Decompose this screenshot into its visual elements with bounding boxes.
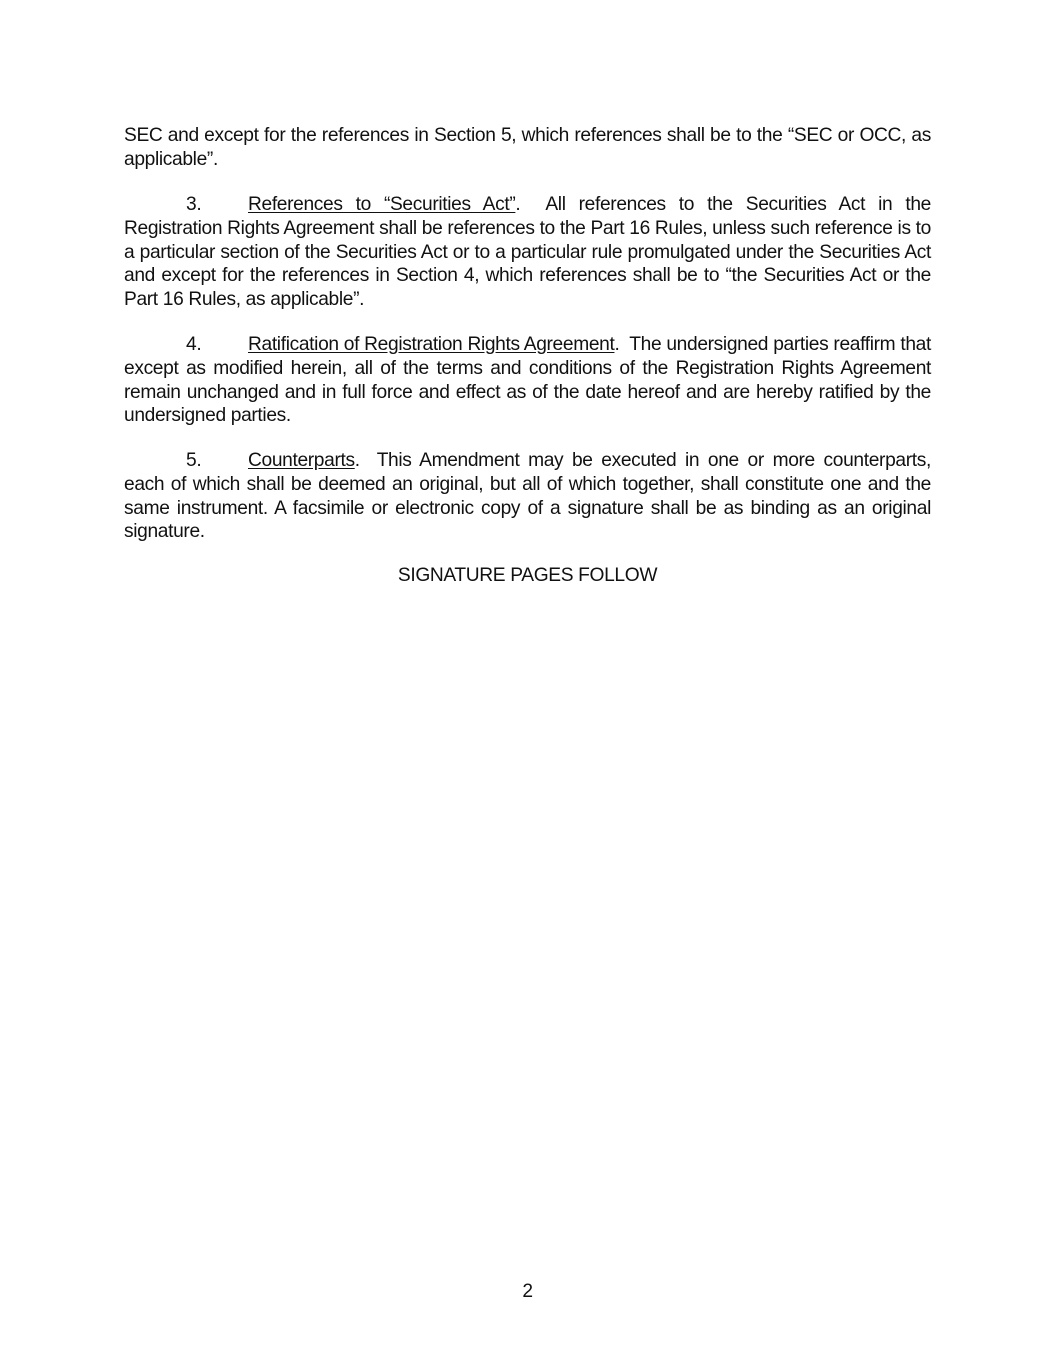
paragraph-number: 5.: [186, 450, 202, 471]
paragraph-4: [124, 333, 931, 428]
signature-pages-notice: SIGNATURE PAGES FOLLOW: [397, 565, 658, 586]
paragraph-5: [124, 449, 931, 544]
paragraph-body: The undersigned parties reaffirm that except as modified herein, all of the terms and conditions of the Registration Rights Agreement remain unchanged and in full force and effect as of the date hereof and are hereby ratified by the undersigned parties.: [124, 334, 931, 427]
paragraph-number: 3.: [186, 194, 202, 215]
heading-period: .: [515, 194, 521, 215]
paragraph-number: 4.: [186, 334, 202, 355]
paragraph-body: All references to the Securities Act in the Registration Rights Agreement shall be references to the Part 16 Rules, unless such reference is to a particular section of the Securities Act or to a particular rule promulgated under the Securities Act and except for the references in Section 4, which references shall be to “the Securities Act or the Part 16 Rules, as applicable”.: [124, 194, 932, 311]
heading-period: .: [354, 450, 360, 471]
paragraph-heading: Counterparts: [248, 450, 355, 471]
paragraph-heading: Ratification of Registration Rights Agreement: [248, 334, 615, 355]
page-number: 2: [522, 1281, 533, 1302]
paragraph-heading: References to “Securities Act”: [248, 194, 516, 215]
paragraph-body: This Amendment may be executed in one or more counterparts, each of which shall be deemed an original, but all of which together, shall constitute one and the same instrument. A facsimile or electronic copy of a signature shall be as binding as an original signature.: [124, 450, 931, 543]
heading-period: .: [614, 334, 620, 355]
continuation-paragraph: SEC and except for the references in Section 5, which references shall be to the “SEC or OCC, as applicable”.: [124, 125, 931, 170]
paragraph-3: [124, 193, 931, 312]
